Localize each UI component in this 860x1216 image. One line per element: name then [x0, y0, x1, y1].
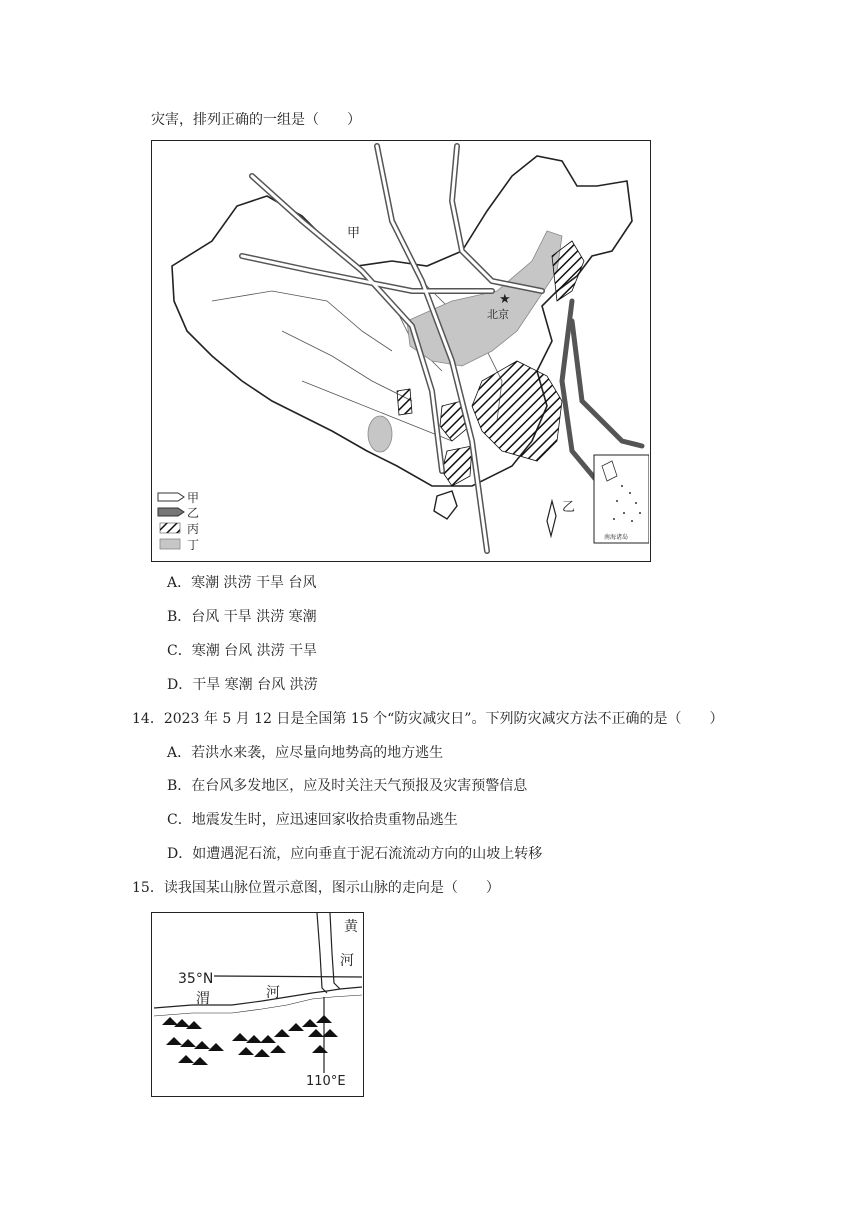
q13-option-d[interactable]: D．干旱 寒潮 台风 洪涝	[167, 677, 318, 693]
map-legend	[158, 491, 199, 552]
q13-option-c[interactable]: C．寒潮 台风 洪涝 干旱	[167, 643, 318, 659]
he-label-1: 河	[340, 953, 354, 969]
svg-text:乙: 乙	[187, 506, 200, 520]
q13-option-b[interactable]: B．台风 干旱 洪涝 寒潮	[167, 609, 317, 625]
mountain-location-map	[151, 912, 364, 1097]
beijing-label: 北京	[487, 308, 509, 321]
china-disaster-map	[151, 140, 651, 562]
svg-text:丙: 丙	[187, 522, 200, 536]
beijing-star-icon: ★	[499, 292, 511, 307]
svg-text:丁: 丁	[187, 538, 200, 552]
latitude-label: 35°N	[178, 971, 214, 987]
q13-option-a[interactable]: A．寒潮 洪涝 干旱 台风	[167, 575, 317, 591]
q14-option-d[interactable]: D．如遭遇泥石流，应向垂直于泥石流流动方向的山坡上转移	[167, 846, 543, 862]
q14-option-a[interactable]: A．若洪水来袭，应尽量向地势高的地方逃生	[167, 745, 444, 761]
jia-label: 甲	[347, 226, 361, 241]
he-label-2: 河	[266, 985, 280, 1001]
yi-label: 乙	[562, 500, 576, 515]
q14-option-c[interactable]: C．地震发生时，应迅速回家收拾贵重物品逃生	[167, 812, 458, 828]
svg-text:甲: 甲	[187, 491, 200, 505]
inset-label: 南海诸岛	[604, 534, 629, 541]
mountain-range-icon	[162, 1015, 338, 1065]
q14-stem: 14．2023 年 5 月 12 日是全国第 15 个“防灾减灾日”。下列防灾减灾方法不正确的是（ ）	[132, 711, 724, 727]
huang-label: 黄	[344, 919, 358, 935]
q14-option-b[interactable]: B．在台风多发地区，应及时关注天气预报及灾害预警信息	[167, 778, 528, 794]
q13-stem-tail: 灾害，排列正确的一组是（ ）	[151, 112, 361, 128]
longitude-label: 110°E	[306, 1074, 346, 1089]
q15-stem: 15．读我国某山脉位置示意图，图示山脉的走向是（ ）	[132, 880, 500, 896]
wei-label: 渭	[196, 991, 210, 1007]
